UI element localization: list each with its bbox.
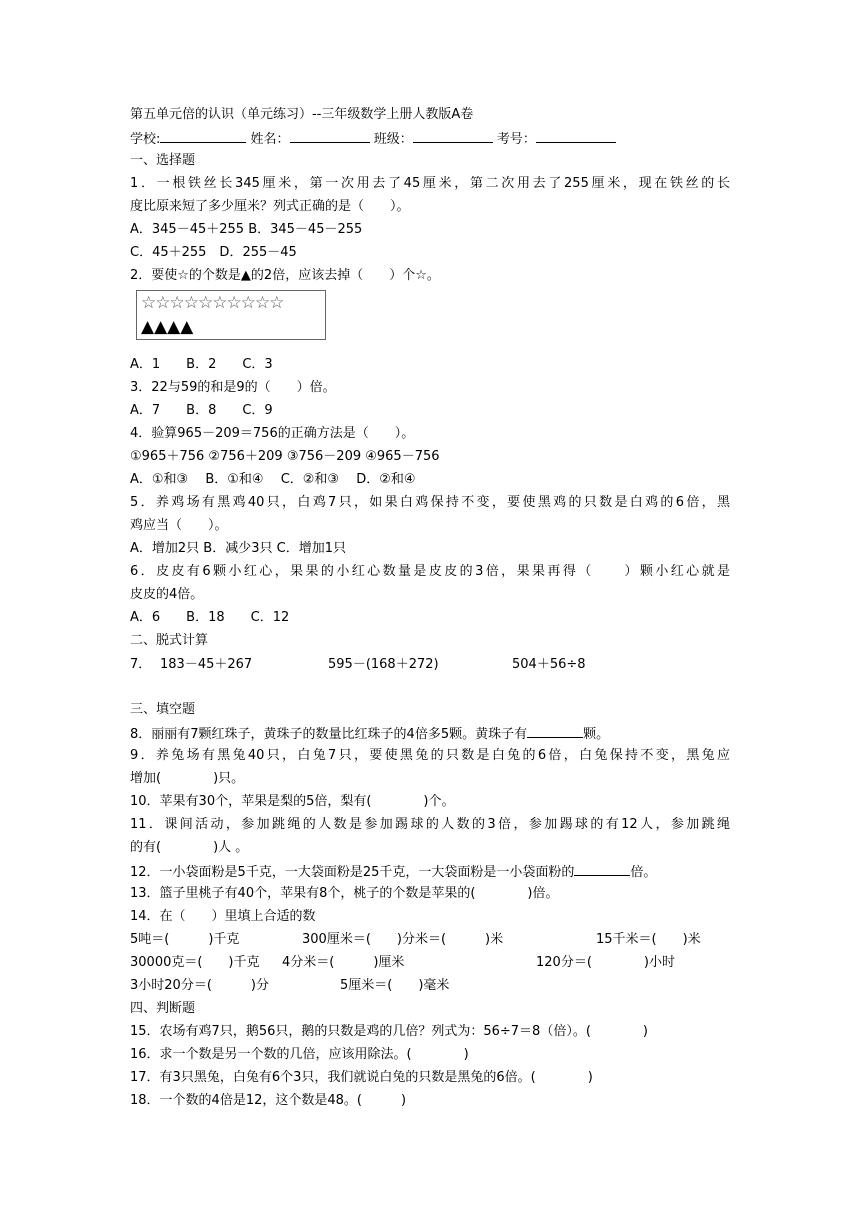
answer-blank[interactable]: [574, 862, 630, 876]
expression-1: 183－45＋267: [160, 657, 253, 672]
question-6-line-2: 皮皮的4倍。: [130, 587, 204, 602]
conversion-item: 120分＝( )小时: [536, 955, 675, 970]
question-8-text: 8．丽丽有7颗红珠子，黄珠子的数量比红珠子的4倍多5颗。黄珠子有: [130, 727, 528, 742]
conversion-item: 300厘米＝( )分米＝( )米: [302, 932, 504, 947]
school-blank[interactable]: [160, 129, 246, 143]
class-blank[interactable]: [413, 129, 493, 143]
question-14-row-3: [130, 977, 730, 995]
expression-3: 504＋56÷8: [512, 657, 586, 672]
question-5-line-2: 鸡应当（ ）。: [130, 518, 228, 533]
section-heading: 二、脱式计算: [130, 633, 209, 648]
question-4-options: A．①和③ B．①和④ C．②和③ D．②和④: [130, 472, 416, 487]
conversion-item: 30000克＝( )千克: [130, 955, 260, 970]
question-9-line-2: 增加( )只。: [130, 771, 245, 786]
question-12-text: 12．一小袋面粉是5千克，一大袋面粉是25千克，一大袋面粉是一小袋面粉的: [130, 865, 575, 880]
question-8: [130, 724, 609, 744]
conversion-item: 5吨＝( )千克: [130, 932, 240, 947]
section-heading: 三、填空题: [130, 702, 196, 717]
answer-blank[interactable]: [527, 724, 583, 738]
conversion-item: 15千米＝( )米: [596, 932, 701, 947]
question-10: 10．苹果有30个，苹果是梨的5倍，梨有( )个。: [130, 794, 455, 809]
question-13: 13．篮子里桃子有40个，苹果有8个，桃子的个数是苹果的( )倍。: [130, 886, 559, 901]
question-11-line-1: 11．课间活动，参加跳绳的人数是参加踢球的人数的3倍，参加踢球的有12人，参加跳绳: [130, 817, 730, 832]
question-3-text: 3．22与59的和是9的（ ）倍。: [130, 380, 336, 395]
question-1-options-c-d: C．45＋255 D．255－45: [130, 245, 297, 260]
question-8-unit: 颗。: [583, 727, 610, 742]
question-14-text: 14．在（ ）里填上合适的数: [130, 909, 316, 924]
question-7-label: 7．: [130, 657, 152, 672]
question-4-items: ①965＋756 ②756＋209 ③756－209 ④965－756: [130, 449, 440, 464]
school-label: 学校:: [130, 132, 161, 147]
question-11-line-2: 的有( )人 。: [130, 840, 249, 855]
question-3-options: A．7 B．8 C．9: [130, 403, 273, 418]
question-17: 17．有3只黑兔，白兔有6个3只，我们就说白兔的只数是黑兔的6倍。( ): [130, 1070, 593, 1085]
student-info-line: [130, 129, 616, 149]
question-2-options: A．1 B．2 C．3: [130, 357, 273, 372]
question-2-text: 2．要使☆的个数是▲的2倍，应该去掉（ ）个☆。: [130, 268, 440, 283]
question-6-options: A．6 B．18 C．12: [130, 610, 290, 625]
question-14-row-1: [130, 931, 730, 949]
question-1-line-1: 1．一根铁丝长345厘米，第一次用去了45厘米，第二次用去了255厘米，现在铁丝的长: [130, 176, 730, 191]
question-14-row-2: [130, 954, 730, 972]
star-row: ☆☆☆☆☆☆☆☆☆☆: [141, 293, 284, 313]
conversion-item: 4分米＝( )厘米: [282, 955, 405, 970]
question-7-row: [130, 656, 730, 674]
question-18: 18．一个数的4倍是12，这个数是48。( ): [130, 1093, 407, 1108]
exam-no-blank[interactable]: [536, 129, 616, 143]
expression-2: 595－(168＋272): [328, 657, 439, 672]
exam-no-label: 考号：: [496, 132, 536, 147]
question-6-line-1: 6．皮皮有6颗小红心，果果的小红心数量是皮皮的3倍，果果再得（ ）颗小红心就是: [130, 564, 730, 579]
question-5-line-1: 5．养鸡场有黑鸡40只，白鸡7只，如果白鸡保持不变，要使黑鸡的只数是白鸡的6倍，黑: [130, 495, 730, 510]
question-16: 16．求一个数是另一个数的几倍，应该用除法。( ): [130, 1047, 469, 1062]
question-9-line-1: 9．养兔场有黑兔40只，白兔7只，要使黑兔的只数是白兔的6倍，白兔保持不变，黑兔应: [130, 748, 730, 763]
question-15: 15．农场有鸡7只，鹅56只，鹅的只数是鸡的几倍？列式为：56÷7＝8（倍）。( ): [130, 1024, 648, 1039]
question-5-options: A．增加2只 B．减少3只 C．增加1只: [130, 541, 346, 556]
question-4-text: 4．验算965－209＝756的正确方法是（ ）。: [130, 426, 415, 441]
name-blank[interactable]: [290, 129, 370, 143]
question-2-figure: [136, 290, 326, 340]
section-heading: 一、选择题: [130, 153, 196, 168]
conversion-item: 5厘米＝( )毫米: [340, 978, 450, 993]
name-label: 姓名：: [250, 132, 290, 147]
question-12: [130, 862, 656, 882]
worksheet-title: 第五单元倍的认识（单元练习）--三年级数学上册人教版A卷: [130, 107, 474, 122]
section-heading: 四、判断题: [130, 1001, 196, 1016]
conversion-item: 3小时20分＝( )分: [130, 978, 269, 993]
question-1-options-a-b: A．345－45＋255 B．345－45－255: [130, 222, 363, 237]
question-12-unit: 倍。: [630, 865, 657, 880]
question-1-line-2: 度比原来短了多少厘米？列式正确的是（ ）。: [130, 199, 410, 214]
class-label: 班级：: [373, 132, 413, 147]
triangle-row: ▲▲▲▲: [141, 317, 194, 337]
